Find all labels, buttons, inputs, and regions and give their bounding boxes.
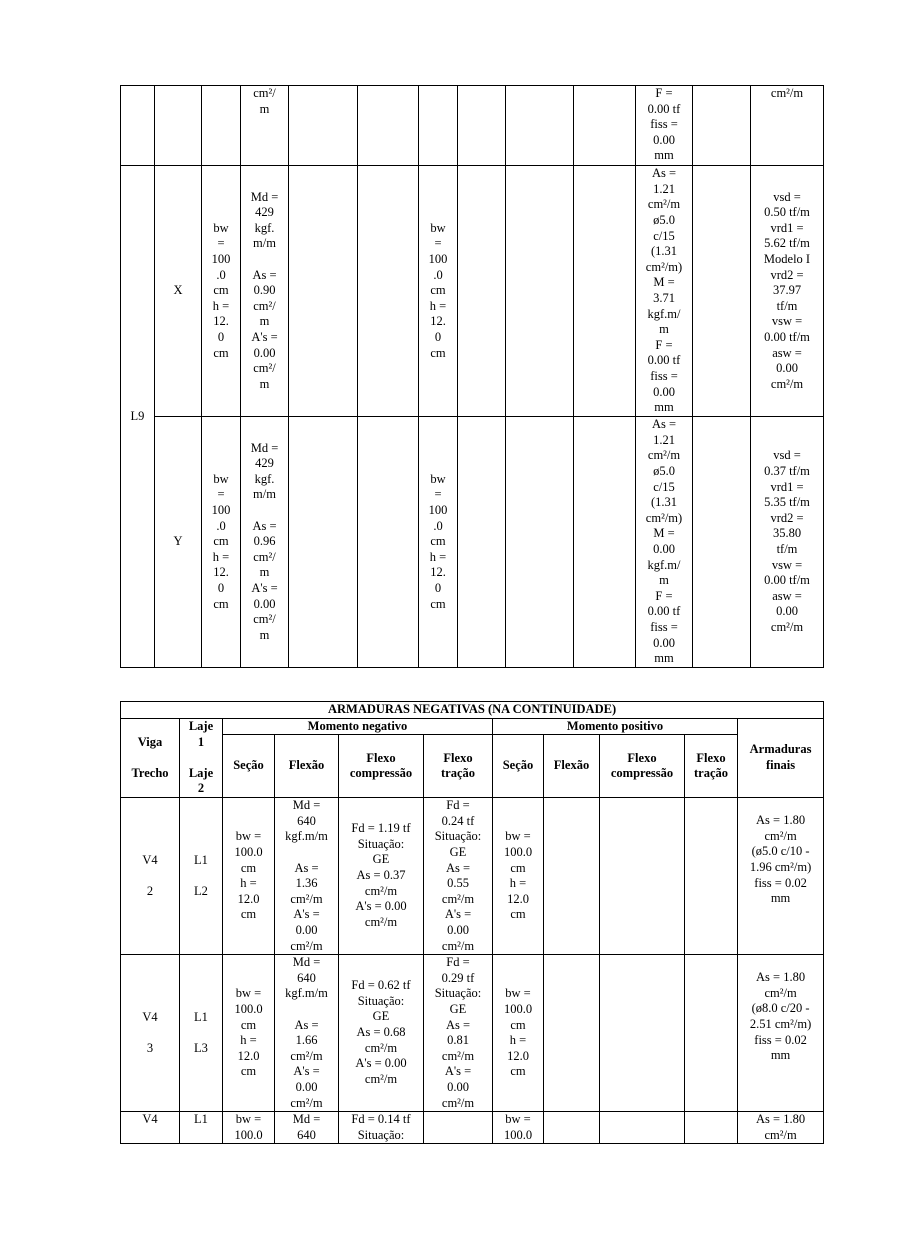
section-cell: bw = 100 .0 cm h = 12. 0 cm	[202, 417, 241, 668]
header-momento-positivo: Momento positivo	[493, 718, 738, 735]
section-cell: bw = 100 .0 cm h = 12. 0 cm	[419, 417, 458, 668]
section-cell: bw = 100.0	[493, 1112, 544, 1144]
section-cell: bw = 100.0 cm h = 12.0 cm	[493, 955, 544, 1112]
shear-cell: vsd = 0.37 tf/m vrd1 = 5.35 tf/m vrd2 = 35.80 tf/m vsw = 0.00 tf/m asw = 0.00 cm²/m	[751, 417, 824, 668]
table-cell	[358, 86, 419, 166]
table-cell	[544, 1112, 600, 1144]
header-flexao: Flexão	[275, 735, 339, 798]
table-cell: F = 0.00 tf fiss = 0.00 mm	[636, 86, 693, 166]
table-row	[121, 166, 824, 417]
header-armaduras-finais: Armaduras finais	[738, 718, 824, 798]
table-row	[121, 86, 824, 166]
table-cell	[155, 86, 202, 166]
table-cell	[693, 417, 751, 668]
flexo-compression-cell: Fd = 0.62 tf Situação: GE As = 0.68 cm²/m A's = 0.00 cm²/m	[339, 955, 424, 1112]
section-cell: bw = 100 .0 cm h = 12. 0 cm	[419, 166, 458, 417]
table-cell	[600, 798, 685, 955]
flexo-compression-cell: Fd = 0.14 tf Situação:	[339, 1112, 424, 1144]
direction-label: X	[155, 166, 202, 417]
flexure-cell: Md = 640	[275, 1112, 339, 1144]
flexo-tension-cell	[424, 1112, 493, 1144]
table-cell	[419, 86, 458, 166]
table-cell	[506, 417, 574, 668]
flexure-cell: Md = 429 kgf. m/m As = 0.96 cm²/ m A's = 0.00 cm²/ m	[241, 417, 289, 668]
section-cell: bw = 100.0	[223, 1112, 275, 1144]
table-title: ARMADURAS NEGATIVAS (NA CONTINUIDADE)	[121, 702, 824, 719]
table-cell	[600, 1112, 685, 1144]
section-cell: bw = 100.0 cm h = 12.0 cm	[493, 798, 544, 955]
table-cell	[574, 166, 636, 417]
table-cell	[693, 166, 751, 417]
table-row	[121, 955, 824, 1112]
final-reinforcement-cell: As = 1.80 cm²/m	[738, 1112, 824, 1144]
laje-cell: L1 L2	[180, 798, 223, 955]
table-cell	[458, 86, 506, 166]
flexure-cell: Md = 640 kgf.m/m As = 1.66 cm²/m A's = 0.00 cm²/m	[275, 955, 339, 1112]
table-cell	[685, 955, 738, 1112]
table-cell	[506, 166, 574, 417]
table-row	[121, 1112, 824, 1144]
table-header-row	[121, 735, 824, 798]
final-reinforcement-cell: As = 1.80 cm²/m (ø5.0 c/10 - 1.96 cm²/m) fiss = 0.02 mm	[738, 798, 824, 955]
header-flexo-compressao: Flexo compressão	[600, 735, 685, 798]
table-cell	[289, 86, 358, 166]
header-flexo-compressao: Flexo compressão	[339, 735, 424, 798]
final-reinforcement-cell: As = 1.80 cm²/m (ø8.0 c/20 - 2.51 cm²/m) fiss = 0.02 mm	[738, 955, 824, 1112]
laje-cell: L1 L3	[180, 955, 223, 1112]
table-cell	[121, 86, 155, 166]
table-cell	[202, 86, 241, 166]
table-cell: cm²/m	[751, 86, 824, 166]
header-viga: Viga Trecho	[121, 718, 180, 798]
table-title-row	[121, 702, 824, 719]
table-cell	[544, 798, 600, 955]
table-cell	[693, 86, 751, 166]
table-cell	[458, 166, 506, 417]
table-cell	[506, 86, 574, 166]
viga-cell: V4	[121, 1112, 180, 1144]
header-secao: Seção	[223, 735, 275, 798]
section-cell: bw = 100.0 cm h = 12.0 cm	[223, 798, 275, 955]
table-cell	[574, 417, 636, 668]
table-cell	[685, 798, 738, 955]
viga-cell: V4 2	[121, 798, 180, 955]
header-momento-negativo: Momento negativo	[223, 718, 493, 735]
slab-label: L9	[121, 166, 155, 668]
table-cell	[544, 955, 600, 1112]
table-row	[121, 417, 824, 668]
table-cell	[358, 417, 419, 668]
header-laje: Laje 1 Laje 2	[180, 718, 223, 798]
table-cell	[600, 955, 685, 1112]
negative-reinforcement-table	[120, 701, 824, 1144]
flexo-tension-cell: Fd = 0.24 tf Situação: GE As = 0.55 cm²/m A's = 0.00 cm²/m	[424, 798, 493, 955]
flexure-cell: Md = 640 kgf.m/m As = 1.36 cm²/m A's = 0.00 cm²/m	[275, 798, 339, 955]
table-cell	[289, 166, 358, 417]
table-cell	[574, 86, 636, 166]
table-row	[121, 798, 824, 955]
slab-results-table	[120, 85, 824, 668]
reinforcement-cell: As = 1.21 cm²/m ø5.0 c/15 (1.31 cm²/m) M = 0.00 kgf.m/ m F = 0.00 tf fiss = 0.00 mm	[636, 417, 693, 668]
table-cell: cm²/ m	[241, 86, 289, 166]
direction-label: Y	[155, 417, 202, 668]
header-flexo-tracao: Flexo tração	[685, 735, 738, 798]
viga-cell: V4 3	[121, 955, 180, 1112]
flexo-tension-cell: Fd = 0.29 tf Situação: GE As = 0.81 cm²/m A's = 0.00 cm²/m	[424, 955, 493, 1112]
table-cell	[458, 417, 506, 668]
flexo-compression-cell: Fd = 1.19 tf Situação: GE As = 0.37 cm²/m A's = 0.00 cm²/m	[339, 798, 424, 955]
shear-cell: vsd = 0.50 tf/m vrd1 = 5.62 tf/m Modelo I vrd2 = 37.97 tf/m vsw = 0.00 tf/m asw = 0.00 cm²/m	[751, 166, 824, 417]
laje-cell: L1	[180, 1112, 223, 1144]
table-cell	[358, 166, 419, 417]
section-cell: bw = 100.0 cm h = 12.0 cm	[223, 955, 275, 1112]
table-header-row	[121, 718, 824, 735]
header-secao: Seção	[493, 735, 544, 798]
section-cell: bw = 100 .0 cm h = 12. 0 cm	[202, 166, 241, 417]
header-flexao: Flexão	[544, 735, 600, 798]
table-cell	[685, 1112, 738, 1144]
table-cell	[289, 417, 358, 668]
reinforcement-cell: As = 1.21 cm²/m ø5.0 c/15 (1.31 cm²/m) M = 3.71 kgf.m/ m F = 0.00 tf fiss = 0.00 mm	[636, 166, 693, 417]
header-flexo-tracao: Flexo tração	[424, 735, 493, 798]
flexure-cell: Md = 429 kgf. m/m As = 0.90 cm²/ m A's = 0.00 cm²/ m	[241, 166, 289, 417]
